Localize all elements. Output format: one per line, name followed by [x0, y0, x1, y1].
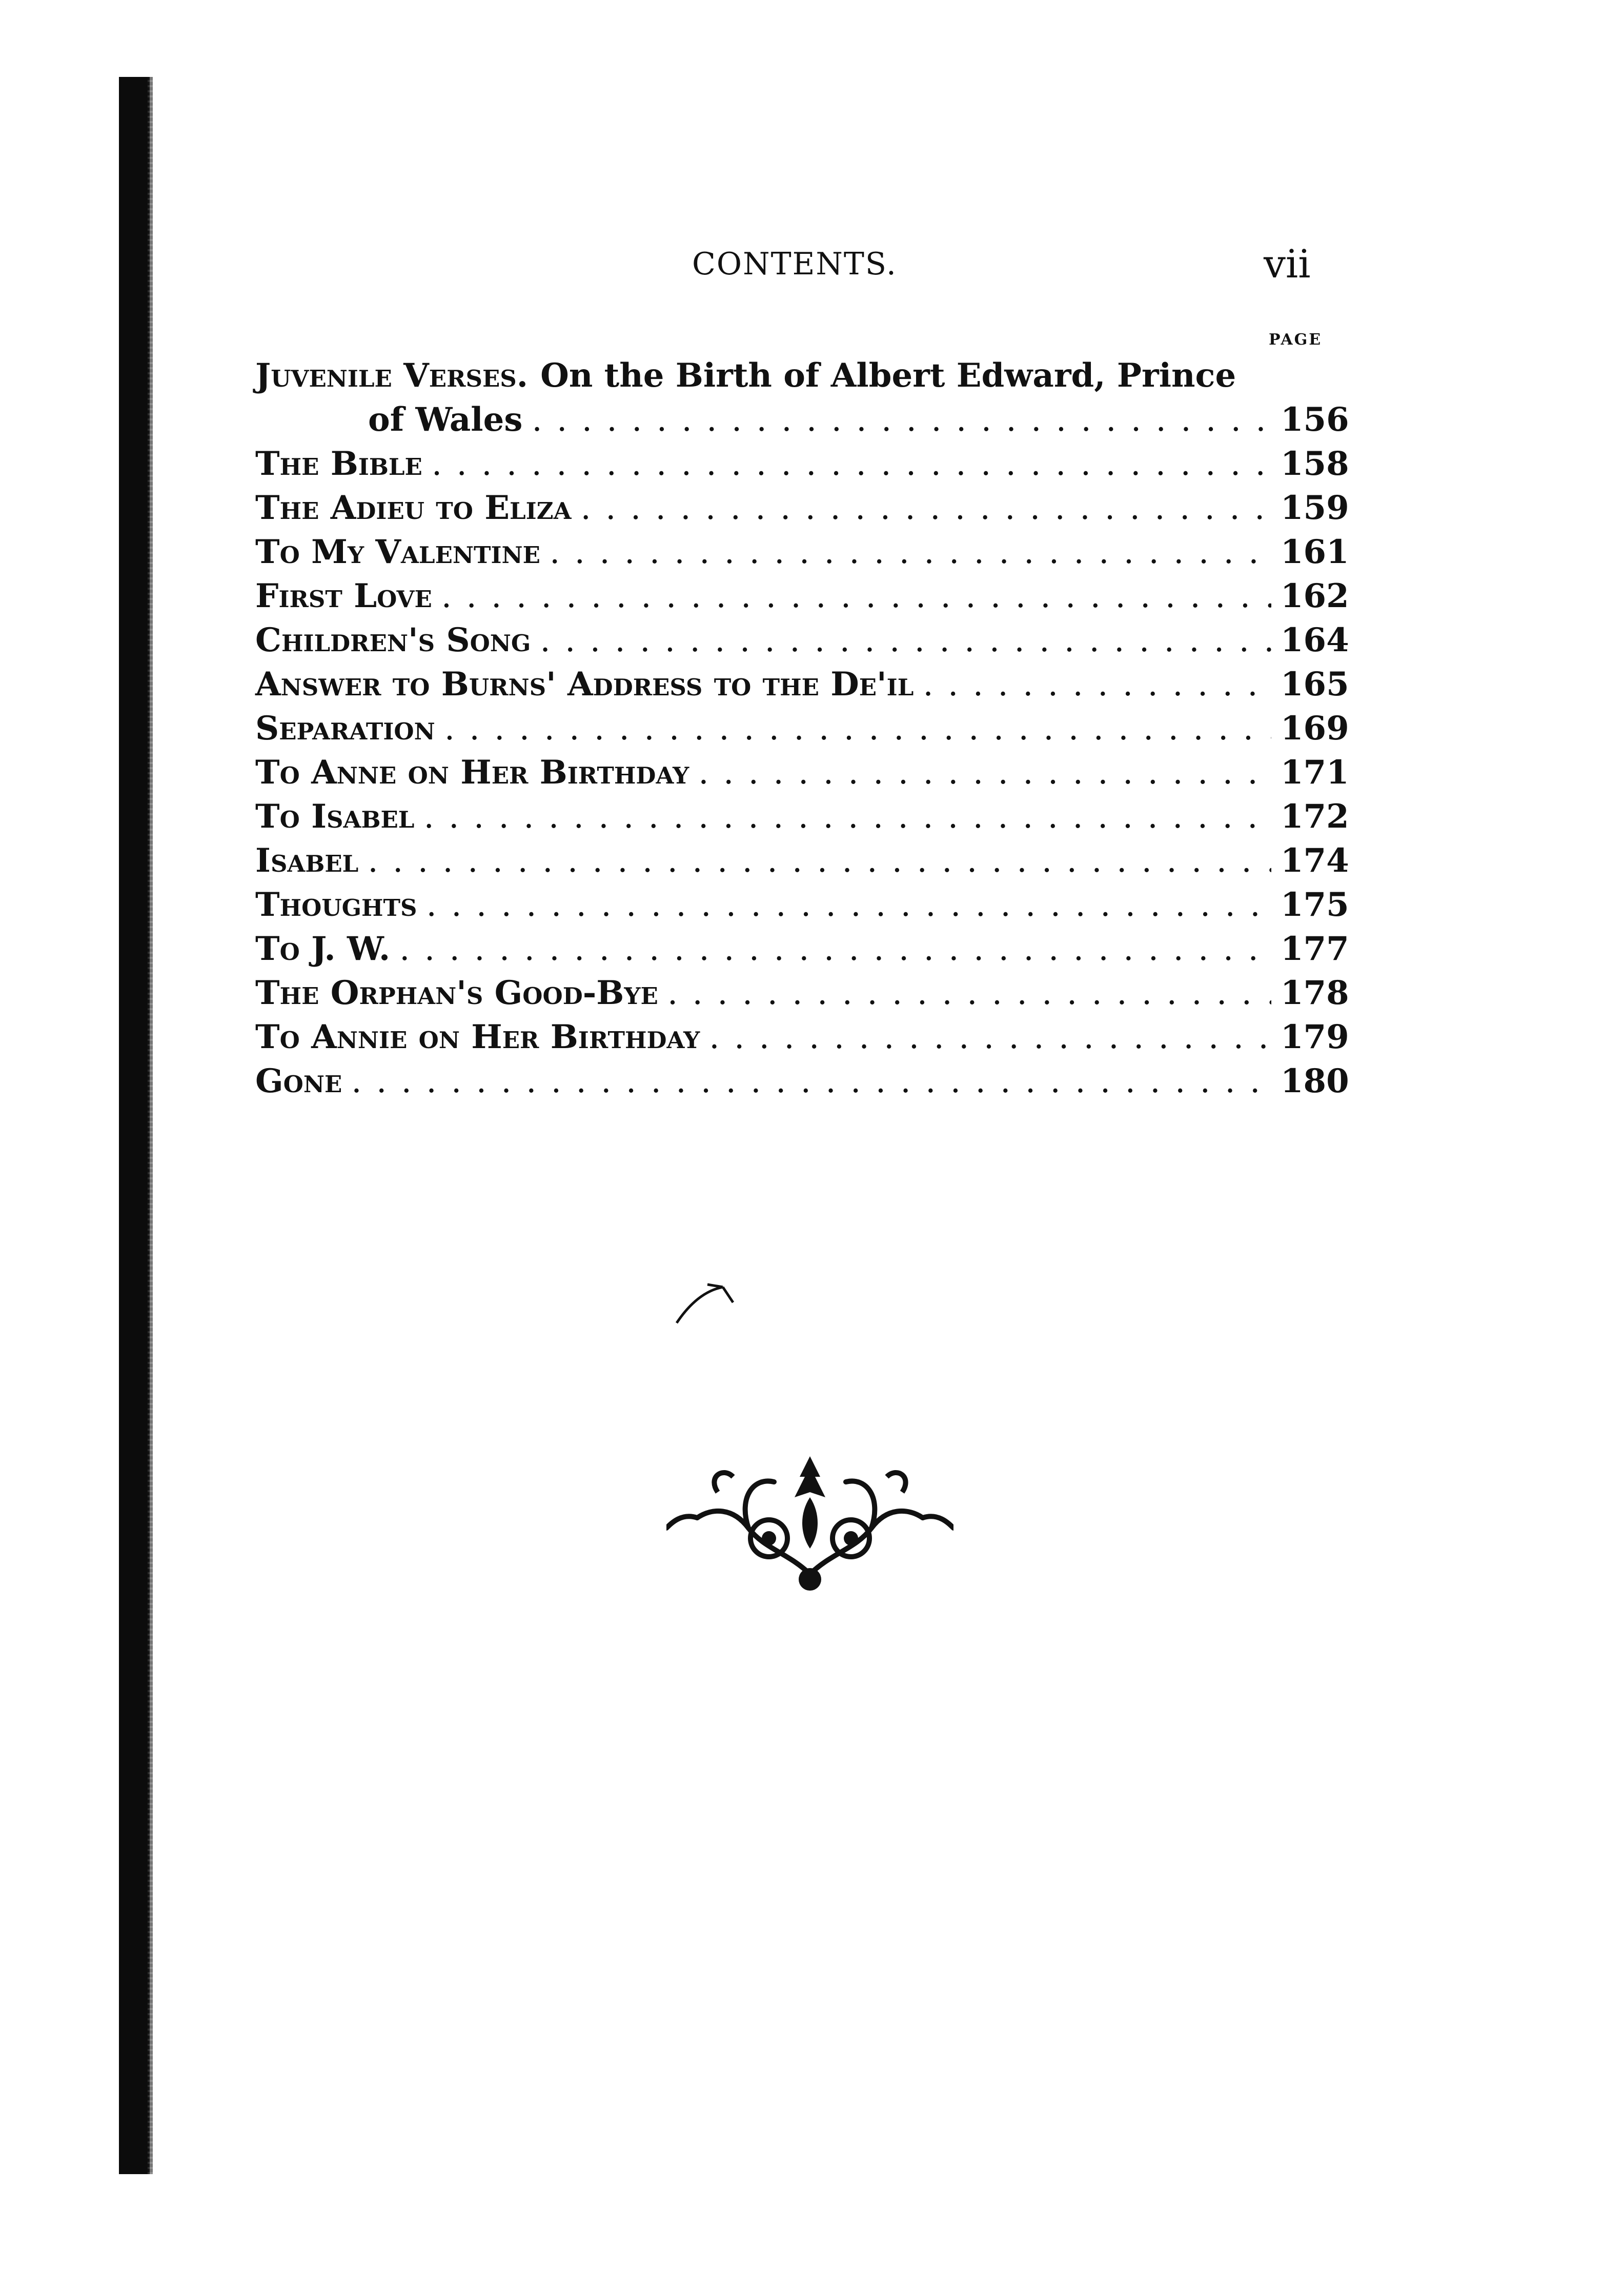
toc-entry-title: The Bible — [255, 445, 422, 483]
toc-entry — [255, 354, 1337, 398]
toc-entry-title: Juvenile Verses. — [255, 356, 529, 395]
dot-leader — [550, 530, 1271, 574]
toc-entry-title: Separation — [255, 709, 435, 748]
toc-entry-subtitle: On the Birth of Albert Edward, Prince — [540, 356, 1236, 395]
toc-entry-title: To J. W. — [255, 930, 391, 968]
toc-entry-page: 172 — [1281, 797, 1349, 836]
toc-entry-page: 171 — [1281, 753, 1349, 792]
toc-entry-page: 177 — [1281, 930, 1349, 968]
toc-entry-page: 175 — [1281, 886, 1349, 924]
running-header-title: CONTENTS. — [692, 246, 897, 282]
dot-leader — [532, 398, 1271, 442]
toc-entry — [255, 398, 1349, 442]
toc-entry-page: 174 — [1281, 841, 1349, 880]
toc-entry-title: To Anne on Her Birthday — [255, 753, 689, 792]
toc-entry-page: 180 — [1281, 1062, 1349, 1100]
page-column-label: PAGE — [1269, 331, 1323, 349]
toc-entry — [255, 839, 1349, 883]
toc-entry-page: 178 — [1281, 974, 1349, 1012]
toc-entry — [255, 751, 1349, 795]
toc-entry-title: To Annie on Her Birthday — [255, 1018, 700, 1056]
stray-pen-mark — [666, 1272, 769, 1333]
dot-leader — [427, 883, 1271, 927]
dot-leader — [351, 1059, 1271, 1103]
toc-entry-title: The Adieu to Eliza — [255, 489, 572, 527]
page-number: vii — [1264, 241, 1311, 287]
dot-leader — [441, 574, 1271, 618]
toc-entry-page: 179 — [1281, 1018, 1349, 1056]
toc-entry — [255, 486, 1349, 530]
toc-entry-title: To Isabel — [255, 797, 415, 836]
toc-entry-title: Isabel — [255, 841, 359, 880]
toc-entry — [255, 618, 1349, 662]
toc-entry — [255, 574, 1349, 618]
toc-entry-page: 169 — [1281, 709, 1349, 748]
toc-entry — [255, 795, 1349, 839]
toc-entry-title: First Love — [255, 577, 432, 615]
table-of-contents — [255, 354, 1349, 1103]
dot-leader — [444, 707, 1271, 751]
toc-entry — [255, 1059, 1349, 1103]
dot-leader — [540, 618, 1271, 662]
toc-entry — [255, 442, 1349, 486]
dot-leader — [667, 971, 1271, 1015]
toc-entry — [255, 707, 1349, 751]
decorative-flourish-icon — [666, 1446, 953, 1600]
toc-entry — [255, 662, 1349, 707]
toc-entry — [255, 530, 1349, 574]
toc-entry-title: The Orphan's Good-Bye — [255, 974, 658, 1012]
toc-entry-title: Children's Song — [255, 621, 531, 659]
dot-leader — [399, 927, 1271, 971]
toc-entry-title: To My Valentine — [255, 533, 540, 571]
toc-entry-page: 161 — [1281, 533, 1349, 571]
toc-entry-title: of Wales — [368, 400, 523, 439]
toc-entry — [255, 927, 1349, 971]
toc-entry — [255, 971, 1349, 1015]
dot-leader — [709, 1015, 1271, 1059]
dot-leader — [580, 486, 1271, 530]
dot-leader — [423, 795, 1271, 839]
dot-leader — [923, 662, 1271, 707]
dot-leader — [368, 839, 1271, 883]
toc-entry-page: 159 — [1281, 489, 1349, 527]
toc-entry-page: 162 — [1281, 577, 1349, 615]
toc-entry — [255, 883, 1349, 927]
toc-entry-title: Gone — [255, 1062, 342, 1100]
toc-entry — [255, 1015, 1349, 1059]
toc-entry-page: 158 — [1281, 445, 1349, 483]
dot-leader — [432, 442, 1271, 486]
toc-entry-page: 165 — [1281, 665, 1349, 704]
dot-leader — [698, 751, 1271, 795]
book-binding-edge — [119, 77, 150, 2174]
toc-entry-page: 156 — [1281, 400, 1349, 439]
toc-entry-title: Answer to Burns' Address to the De'il — [255, 665, 914, 704]
toc-entry-title: Thoughts — [255, 886, 417, 924]
toc-entry-page: 164 — [1281, 621, 1349, 659]
